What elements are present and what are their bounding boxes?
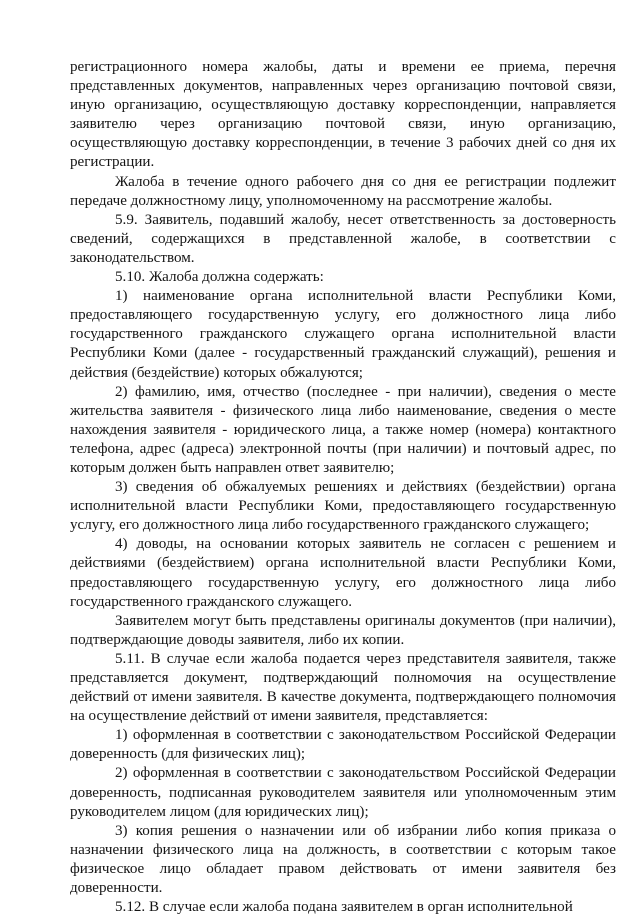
paragraph: 5.10. Жалоба должна содержать: [115, 269, 324, 286]
paragraph: Жалоба в течение одного рабочего дня со дня ее регистрации подлежит передаче должностному лицу, уполномоченному на рассмотрение жалобы. [70, 173, 616, 209]
paragraph: 1) наименование органа исполнительной власти Республики Коми, предоставляющего государственную услугу, его должностного лица либо государственного гражданского служащего органа исполнительной власти Республики Коми (далее - государственный гражданский служащий), решения и действия (бездействие) которых обжалуются; [70, 288, 616, 381]
paragraph: 2) оформленная в соответствии с законодательством Российской Федерации доверенность, подписанная руководителем заявителя или уполномоченным этим руководителем лицом (для юридических лиц); [70, 765, 616, 820]
paragraph: 3) копия решения о назначении или об избрании либо копия приказа о назначении физического лица на должность, в соответствии с которым такое физическое лицо обладает правом действовать от имени заявителя без доверенности. [70, 822, 616, 897]
paragraph: 3) сведения об обжалуемых решениях и действиях (бездействии) органа исполнительной власти Республики Коми, предоставляющего государственную услугу, его должностного лица либо государственного гражданского служащего; [70, 479, 616, 534]
paragraph: регистрационного номера жалобы, даты и времени ее приема, перечня представленных документов, направленных через организацию почтовой связи, иную организацию, осуществляющую доставку корреспонденции, направляется заявителю через организацию почтовой связи, иную организацию, осуществляющую доставку корреспонденции, в течение 3 рабочих дней со дня их регистрации. [70, 59, 616, 171]
paragraph: 4) доводы, на основании которых заявитель не согласен с решением и действиями (бездействием) органа исполнительной власти Республики Коми, предоставляющего государственную услугу, его должностного лица либо государственного гражданского служащего. [70, 536, 616, 610]
document-body [70, 58, 616, 917]
paragraph: 5.9. Заявитель, подавший жалобу, несет ответственность за достоверность сведений, содержащихся в представленной жалобе, в соответствии с законодательством. [70, 211, 616, 266]
paragraph: 5.12. В случае если жалоба подана заявителем в орган исполнительной [115, 899, 573, 916]
paragraph: 5.11. В случае если жалоба подается через представителя заявителя, также представляется документ, подтверждающий полномочия на осуществление действий от имени заявителя. В качестве документа, подтверждающего полномочия на осуществление действий от имени заявителя, представляется: [70, 650, 616, 725]
paragraph: 2) фамилию, имя, отчество (последнее - при наличии), сведения о месте жительства заявителя - физического лица либо наименование, сведения о месте нахождения заявителя - юридического лица, а также номер (номера) контактного телефона, адрес (адреса) электронной почты (при наличии) и почтовый адрес, по которым должен быть направлен ответ заявителю; [70, 383, 616, 476]
paragraph: 1) оформленная в соответствии с законодательством Российской Федерации доверенность (для физических лиц); [70, 727, 616, 763]
paragraph: Заявителем могут быть представлены оригиналы документов (при наличии), подтверждающие доводы заявителя, либо их копии. [70, 612, 616, 648]
